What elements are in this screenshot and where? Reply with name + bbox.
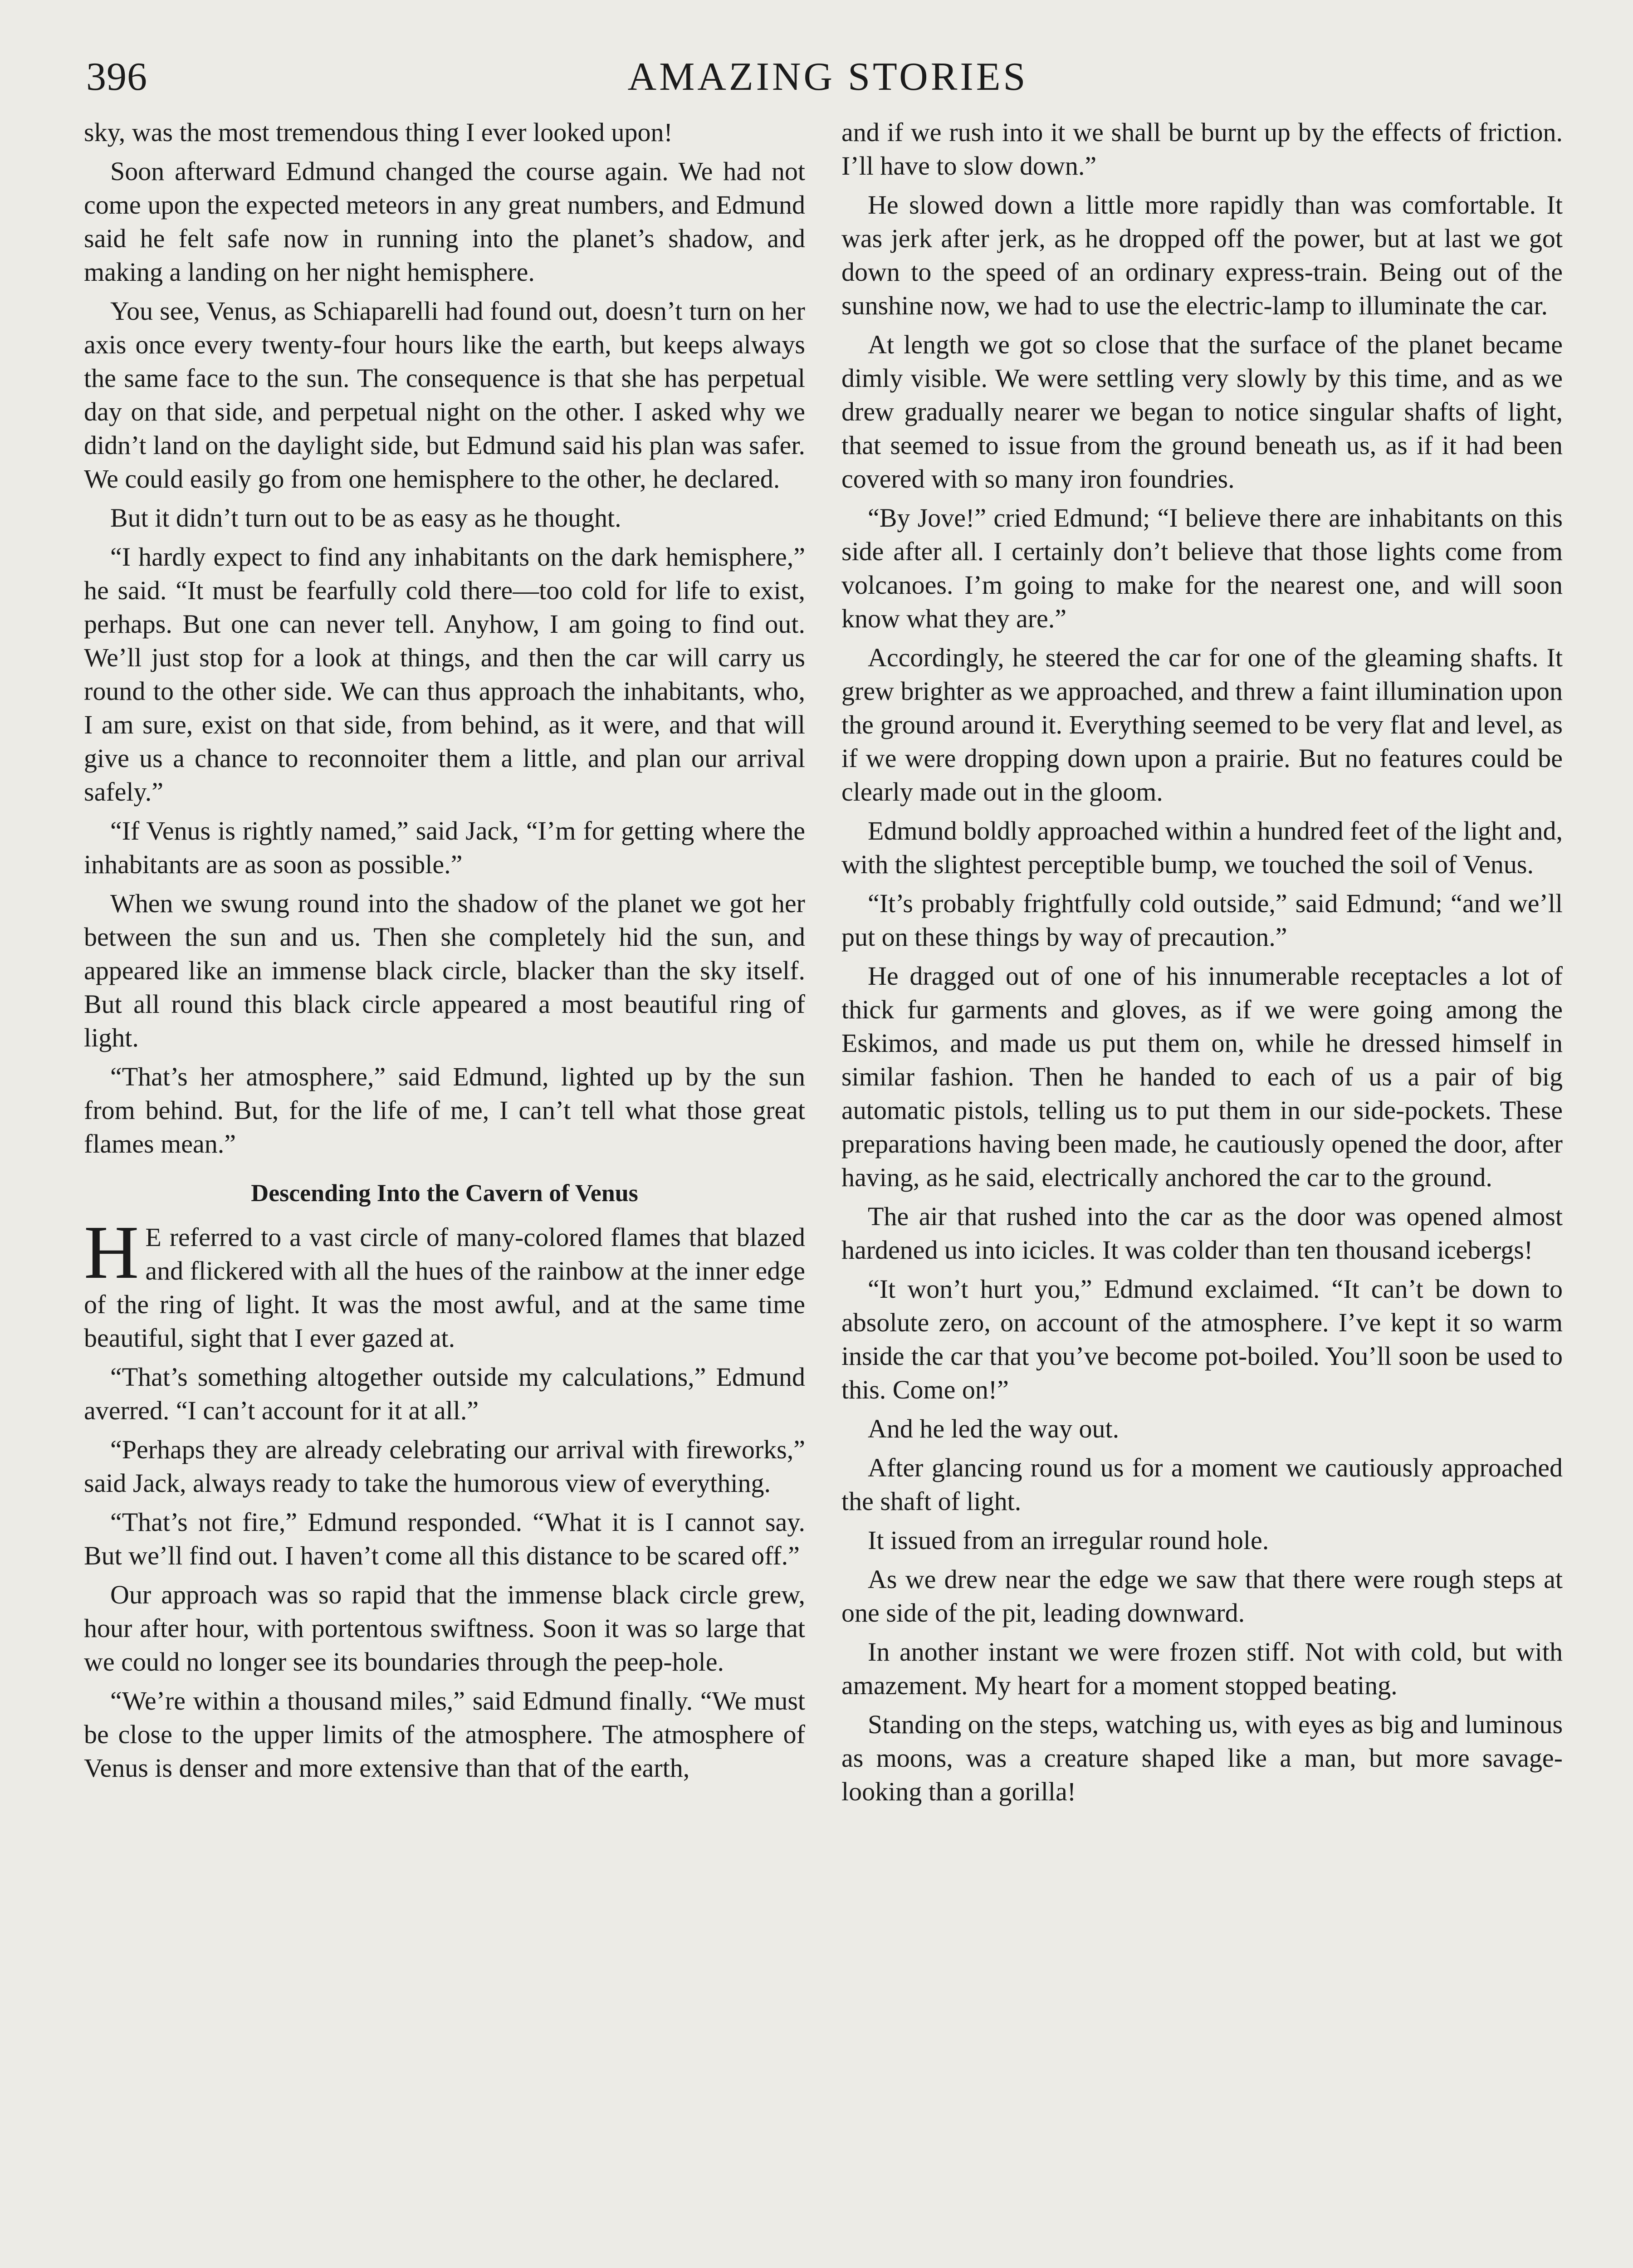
left-column — [84, 116, 805, 2266]
magazine-title: AMAZING STORIES — [627, 55, 1028, 99]
paragraph: It issued from an irregular round hole. — [868, 1525, 1269, 1555]
paragraph: Standing on the steps, watching us, with eyes as big and luminous as moons, was a creature shaped like a man, but more savage-looking than a gorilla! — [841, 1710, 1563, 1806]
paragraph: He dragged out of one of his innumerable receptacles a lot of thick fur garments and gloves, as if we were going among the Eskimos, and made us put them on, while he dressed himself in similar fashion. Then he handed to each of us a pair of big automatic pistols, telling us to put them in our side-pockets. These preparations having been made, he cautiously opened the door, after having, as he said, electrically anchored the car to the ground. — [841, 961, 1563, 1192]
paragraph: When we swung round into the shadow of the planet we got her between the sun and us. Then she completely hid the sun, and appeared like an immense black circle, blacker than the sky itself. But all round this black circle appeared a most beautiful ring of light. — [84, 889, 805, 1052]
paragraph: And he led the way out. — [868, 1414, 1120, 1443]
paragraph: “If Venus is rightly named,” said Jack, “I’m for getting where the inhabitants are as soon as possible.” — [84, 816, 805, 879]
paragraph: “We’re within a thousand miles,” said Edmund finally. “We must be close to the upper limits of the atmosphere. The atmosphere of Venus is denser and more extensive than that of the earth, — [84, 1686, 805, 1783]
paragraph: “Perhaps they are already celebrating our arrival with fireworks,” said Jack, always ready to take the humorous view of everything. — [84, 1435, 805, 1498]
paragraph: In another instant we were frozen stiff. Not with cold, but with amazement. My heart for a moment stopped beating. — [841, 1637, 1563, 1700]
section-heading: Descending Into the Cavern of Venus — [251, 1179, 638, 1207]
paragraph: “It’s probably frightfully cold outside,” said Edmund; “and we’ll put on these things by way of precaution.” — [841, 889, 1563, 952]
paragraph: “By Jove!” cried Edmund; “I believe there are inhabitants on this side after all. I certainly don’t believe that those lights come from volcanoes. I’m going to make for the nearest one, and will soon know what they are.” — [841, 503, 1563, 633]
paragraph: After glancing round us for a moment we cautiously approached the shaft of light. — [841, 1453, 1563, 1516]
paragraph: But it didn’t turn out to be as easy as he thought. — [110, 503, 621, 533]
dropcap-paragraph — [84, 1210, 805, 1355]
paragraph: The air that rushed into the car as the door was opened almost hardened us into icicles. It was colder than ten thousand icebergs! — [841, 1202, 1563, 1265]
dropcap-letter: H — [84, 1210, 139, 1295]
paragraph: Our approach was so rapid that the immense black circle grew, hour after hour, with portentous swiftness. Soon it was so large that we could no longer see its boundaries through the peep-hole. — [84, 1580, 805, 1677]
paragraph: At length we got so close that the surface of the planet became dimly visible. We were settling very slowly by this time, and as we drew gradually nearer we began to notice singular shafts of light, that seemed to issue from the ground beneath us, as if it had been covered with so many iron foundries. — [841, 330, 1563, 494]
paragraph: and if we rush into it we shall be burnt up by the effects of friction. I’ll have to slow down.” — [841, 117, 1563, 181]
paragraph: Edmund boldly approached within a hundred feet of the light and, with the slightest perceptible bump, we touched the soil of Venus. — [841, 816, 1563, 879]
paragraph: He slowed down a little more rapidly than was comfortable. It was jerk after jerk, as he dropped off the power, but at last we got down to the speed of an ordinary express-train. Being out of the sunshine now, we had to use the electric-lamp to illuminate the car. — [841, 190, 1563, 320]
paragraph: You see, Venus, as Schiaparelli had found out, doesn’t turn on her axis once every twenty-four hours like the earth, but keeps always the same face to the sun. The consequence is that she has perpetual day on that side, and perpetual night on the other. I asked why we didn’t land on the daylight side, but Edmund said his plan was safer. We could easily go from one hemisphere to the other, he declared. — [84, 296, 805, 494]
paragraph: “That’s something altogether outside my calculations,” Edmund averred. “I can’t account for it at all.” — [84, 1362, 805, 1425]
paragraph: As we drew near the edge we saw that there were rough steps at one side of the pit, leading downward. — [841, 1564, 1563, 1628]
paragraph: “That’s not fire,” Edmund responded. “What it is I cannot say. But we’ll find out. I haven’t come all this distance to be scared off.” — [84, 1507, 805, 1570]
paragraph: Accordingly, he steered the car for one of the gleaming shafts. It grew brighter as we approached, and threw a faint illumination upon the ground around it. Everything seemed to be very flat and level, as if we were dropping down upon a prairie. But no features could be clearly made out in the gloom. — [841, 643, 1563, 807]
page-number: 396 — [86, 55, 147, 99]
paragraph: Soon afterward Edmund changed the course again. We had not come upon the expected meteors in any great numbers, and Edmund said he felt safe now in running into the planet’s shadow, and making a landing on her night hemisphere. — [84, 156, 805, 287]
paragraph: “It won’t hurt you,” Edmund exclaimed. “It can’t be down to absolute zero, on account of the atmosphere. I’ve kept it so warm inside the car that you’ve become pot-boiled. You’ll soon be used to this. Come on!” — [841, 1274, 1563, 1404]
paragraph: “I hardly expect to find any inhabitants on the dark hemisphere,” he said. “It must be fearfully cold there—too cold for life to exist, perhaps. But one can never tell. Anyhow, I am going to find out. We’ll just stop for a look at things, and then the car will carry us round to the other side. We can thus approach the inhabitants, who, I am sure, exist on that side, from behind, as it were, and that will give us a chance to reconnoiter them a little, and plan our arrival safely.” — [84, 542, 805, 807]
dropcap-paragraph-text: E referred to a vast circle of many-colored flames that blazed and flickered with all the hues of the rainbow at the inner edge of the ring of light. It was the most awful, and at the same time beautiful, sight that I ever gazed at. — [84, 1222, 805, 1353]
page-header — [86, 52, 1569, 102]
right-column — [841, 116, 1563, 2266]
paragraph: sky, was the most tremendous thing I ever looked upon! — [84, 117, 673, 147]
paragraph: “That’s her atmosphere,” said Edmund, lighted up by the sun from behind. But, for the life of me, I can’t tell what those great flames mean.” — [84, 1062, 805, 1158]
